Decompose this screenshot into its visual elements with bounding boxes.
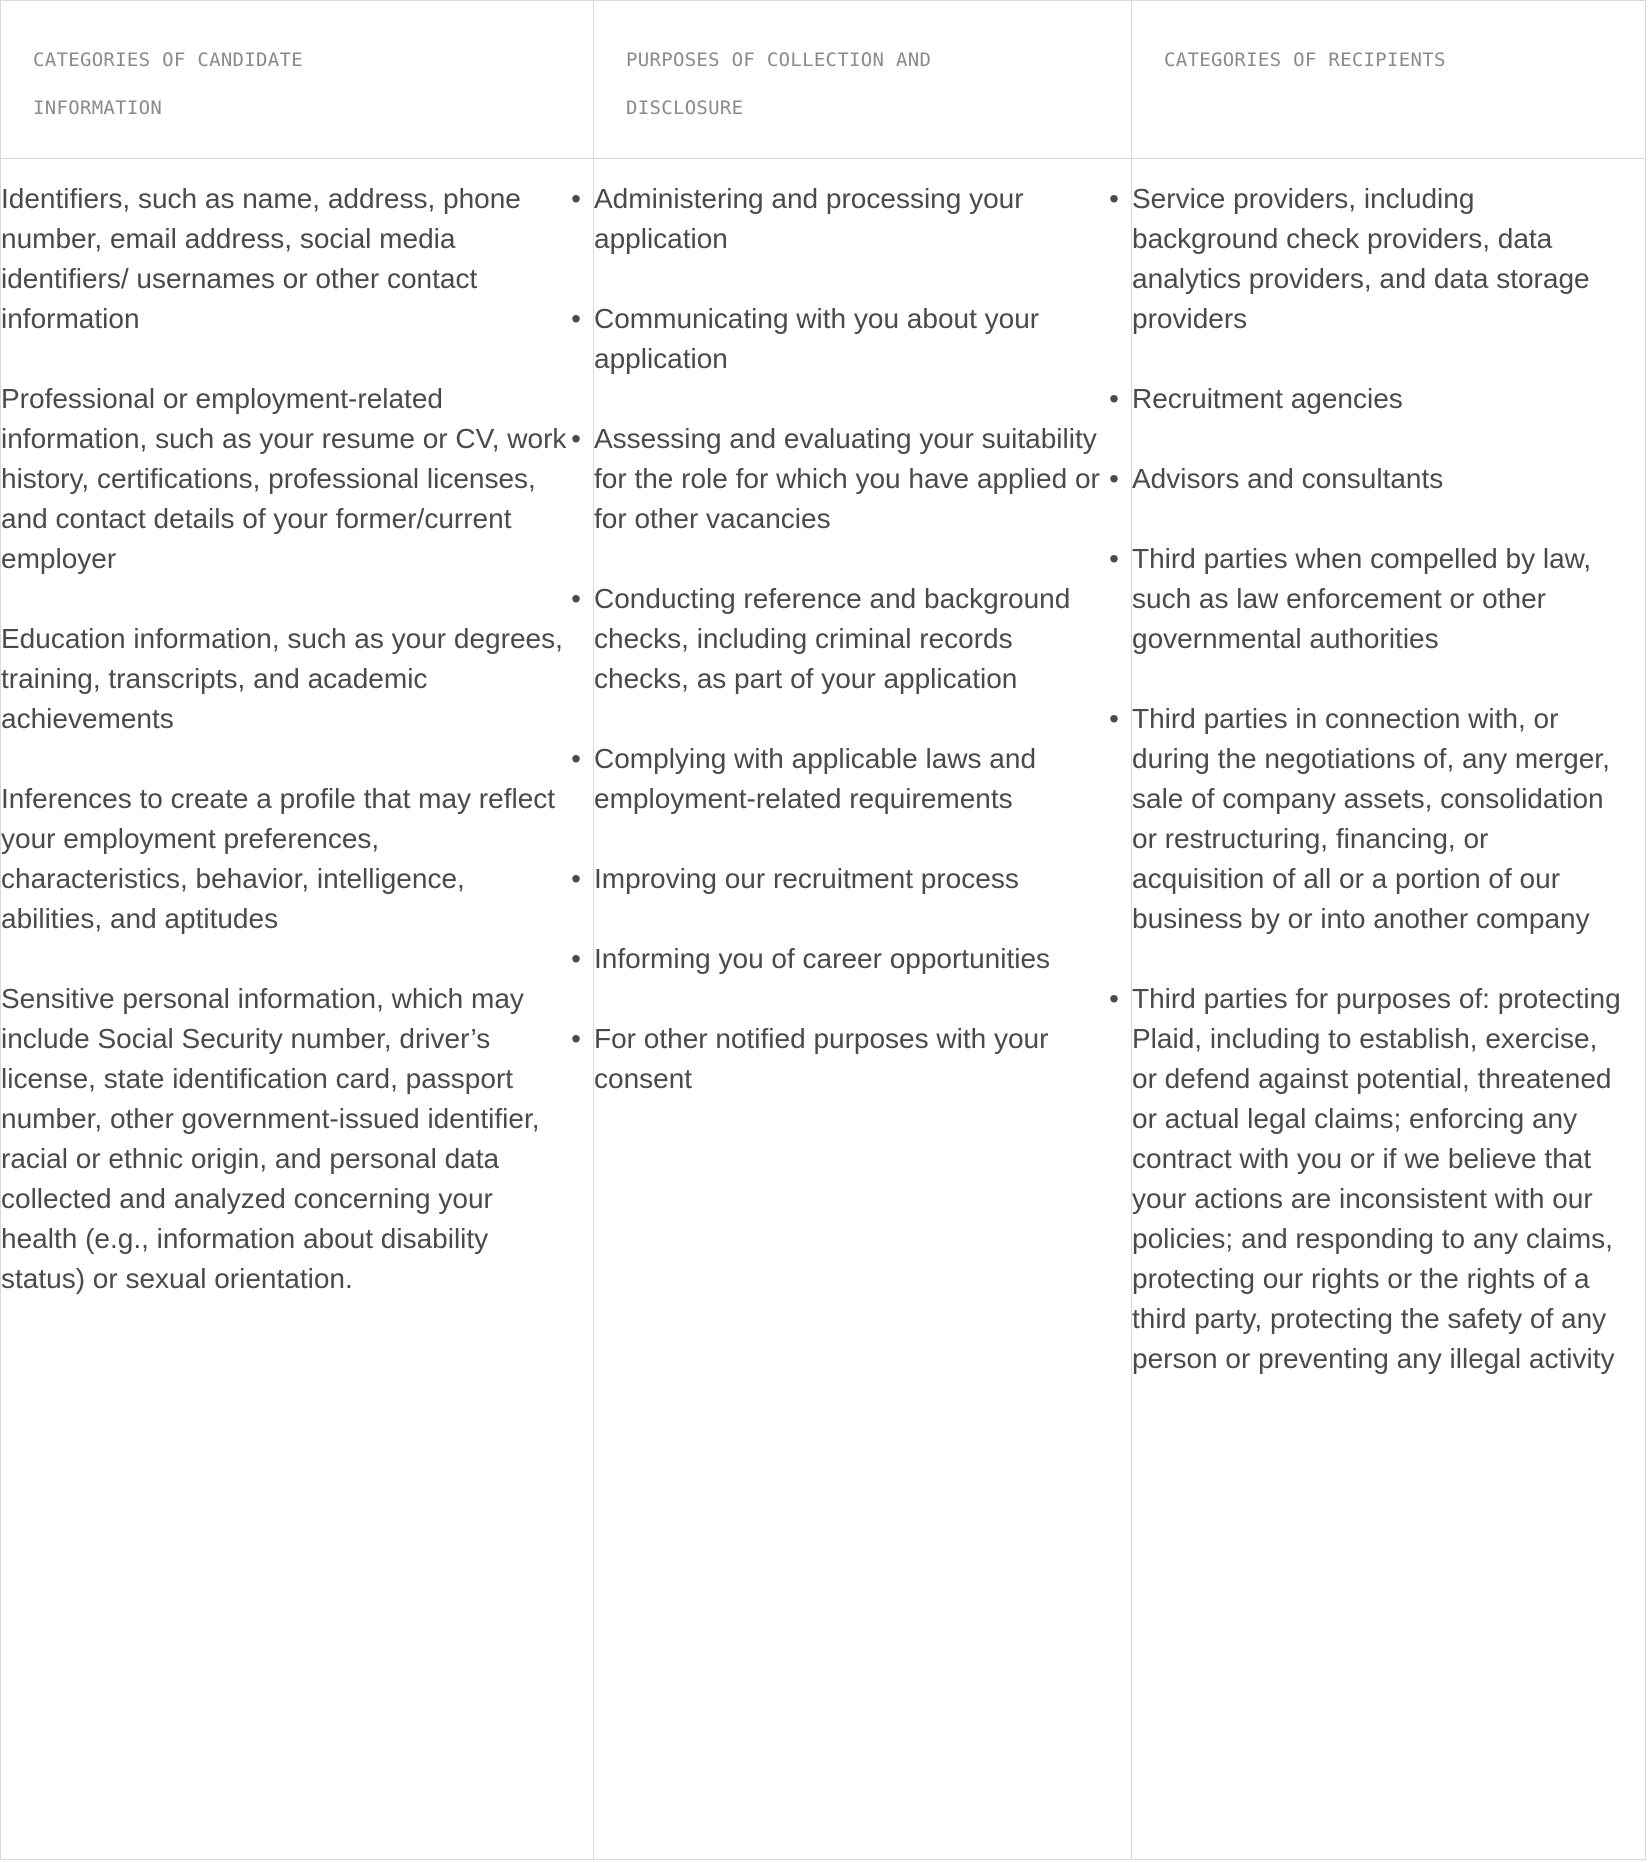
list-item-text: Improving our recruitment process <box>594 863 1019 894</box>
list-item <box>571 1019 1111 1099</box>
bullet-icon: • <box>1109 183 1119 214</box>
list-item <box>571 579 1111 699</box>
list-item <box>1109 699 1625 939</box>
bullet-icon: • <box>1109 463 1119 494</box>
list-item <box>571 859 1111 899</box>
bullet-icon: • <box>571 183 581 214</box>
list-item-text: Service providers, including background check providers, data analytics providers, and data storage providers <box>1132 183 1590 334</box>
list-item-text: Communicating with you about your application <box>594 303 1040 374</box>
list-item-text: Informing you of career opportunities <box>594 943 1051 974</box>
list-item <box>571 179 1111 259</box>
header-recipients-label: CATEGORIES OF RECIPIENTS <box>1164 49 1446 71</box>
bullet-icon: • <box>571 943 581 974</box>
list-item <box>1 779 573 939</box>
candidate-information-list <box>1 179 573 1299</box>
bullet-icon: • <box>571 743 581 774</box>
list-item-text: Third parties when compelled by law, such as law enforcement or other governmental authorities <box>1132 543 1592 654</box>
list-item <box>1109 459 1625 499</box>
bullet-icon: • <box>571 303 581 334</box>
header-candidate-information-label: CATEGORIES OF CANDIDATE INFORMATION <box>33 49 303 119</box>
list-item-text: Education information, such as your degrees, training, transcripts, and academic achievements <box>1 623 563 734</box>
column-candidate-information <box>1 159 594 1859</box>
header-recipients <box>1132 1 1645 159</box>
list-item-text: Inferences to create a profile that may reflect your employment preferences, characteristics, behavior, intelligence, abilities, and aptitudes <box>1 783 556 934</box>
list-item-text: Advisors and consultants <box>1132 463 1444 494</box>
list-item <box>571 739 1111 819</box>
list-item-text: Third parties for purposes of: protecting Plaid, including to establish, exercise, or defend against potential, threatened or actual legal claims; enforcing any contract with you or if we believe that your actions are inconsistent with our policies; and responding to any claims, protecting our rights or the rights of a third party, protecting the safety of any person or preventing any illegal activity <box>1132 983 1621 1374</box>
list-item <box>571 419 1111 539</box>
bullet-icon: • <box>571 863 581 894</box>
bullet-icon: • <box>1109 703 1119 734</box>
list-item <box>1 379 573 579</box>
list-item <box>1109 979 1625 1379</box>
bullet-icon: • <box>571 423 581 454</box>
list-item-text: Identifiers, such as name, address, phone number, email address, social media identifiers/ usernames or other contact information <box>1 183 521 334</box>
bullet-icon: • <box>1109 383 1119 414</box>
list-item-text: Assessing and evaluating your suitability for the role for which you have applied or for other vacancies <box>594 423 1100 534</box>
list-item <box>1109 179 1625 339</box>
list-item <box>1109 539 1625 659</box>
purposes-list <box>571 179 1111 1099</box>
list-item-text: Complying with applicable laws and employment-related requirements <box>594 743 1037 814</box>
header-purposes-label: PURPOSES OF COLLECTION AND DISCLOSURE <box>626 49 932 119</box>
bullet-icon: • <box>1109 543 1119 574</box>
recipients-list <box>1109 179 1625 1379</box>
header-candidate-information <box>1 1 594 159</box>
list-item-text: Administering and processing your application <box>594 183 1024 254</box>
column-purposes <box>571 159 1132 1859</box>
list-item-text: Sensitive personal information, which may include Social Security number, driver’s license, state identification card, passport number, other government-issued identifier, racial or ethnic origin, and personal data collected and analyzed concerning your health (e.g., information about disability status) or sexual orientation. <box>1 983 540 1294</box>
column-recipients <box>1109 159 1645 1859</box>
list-item <box>1 979 573 1299</box>
list-item <box>1 179 573 339</box>
list-item <box>571 299 1111 379</box>
list-item-text: Professional or employment-related information, such as your resume or CV, work history, certifications, professional licenses, and contact details of your former/current employer <box>1 383 567 574</box>
list-item-text: Third parties in connection with, or during the negotiations of, any merger, sale of company assets, consolidation or restructuring, financing, or acquisition of all or a portion of our business by or into another company <box>1132 703 1610 934</box>
list-item-text: Conducting reference and background checks, including criminal records checks, as part of your application <box>594 583 1071 694</box>
list-item <box>571 939 1111 979</box>
bullet-icon: • <box>571 583 581 614</box>
list-item <box>1109 379 1625 419</box>
list-item-text: Recruitment agencies <box>1132 383 1403 414</box>
bullet-icon: • <box>1109 983 1119 1014</box>
list-item-text: For other notified purposes with your consent <box>594 1023 1049 1094</box>
bullet-icon: • <box>571 1023 581 1054</box>
list-item <box>1 619 573 739</box>
header-purposes <box>594 1 1132 159</box>
